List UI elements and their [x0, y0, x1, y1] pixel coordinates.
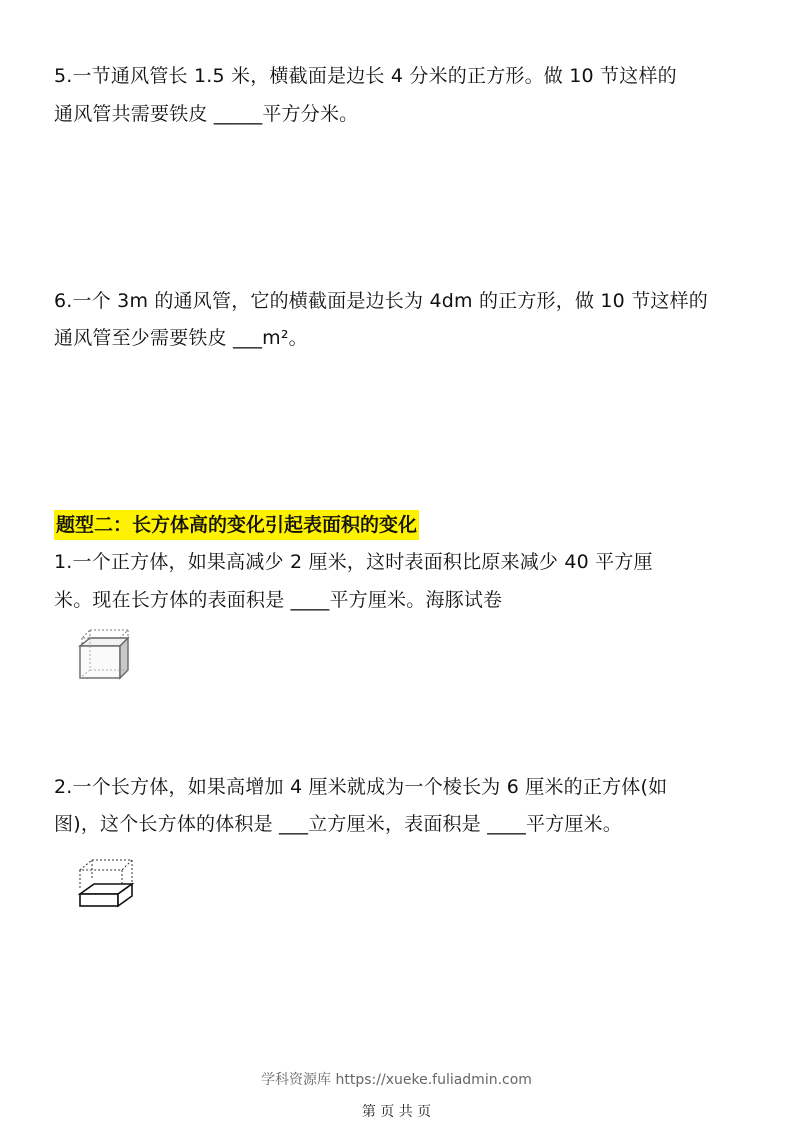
s2-q2-line2: 图)，这个长方体的体积是 ___立方厘米，表面积是 ____平方厘米。 [54, 813, 622, 835]
footer-site: 学科资源库 https://xueke.fuliadmin.com [261, 1072, 532, 1088]
s2-q2-line1: 2.一个长方体，如果高增加 4 厘米就成为一个棱长为 6 厘米的正方体(如 [54, 776, 668, 798]
cuboid-figure [74, 856, 136, 910]
q5-line2: 通风管共需要铁皮 _____平方分米。 [54, 103, 359, 125]
q5-line1: 5.一节通风管长 1.5 米，横截面是边长 4 分米的正方形。做 10 节这样的 [54, 65, 677, 87]
q6-line2: 通风管至少需要铁皮 ___m²。 [54, 327, 308, 349]
cube-figure [74, 626, 134, 684]
q6-line1: 6.一个 3m 的通风管，它的横截面是边长为 4dm 的正方形，做 10 节这样的 [54, 290, 708, 312]
footer-page-number: 第 页 共 页 [361, 1104, 432, 1120]
section-heading: 题型二：长方体高的变化引起表面积的变化 [54, 510, 419, 540]
s2-q1-line1: 1.一个正方体，如果高减少 2 厘米，这时表面积比原来减少 40 平方厘 [54, 551, 653, 573]
s2-q1-line2: 米。现在长方体的表面积是 ____平方厘米。海豚试卷 [54, 589, 503, 611]
